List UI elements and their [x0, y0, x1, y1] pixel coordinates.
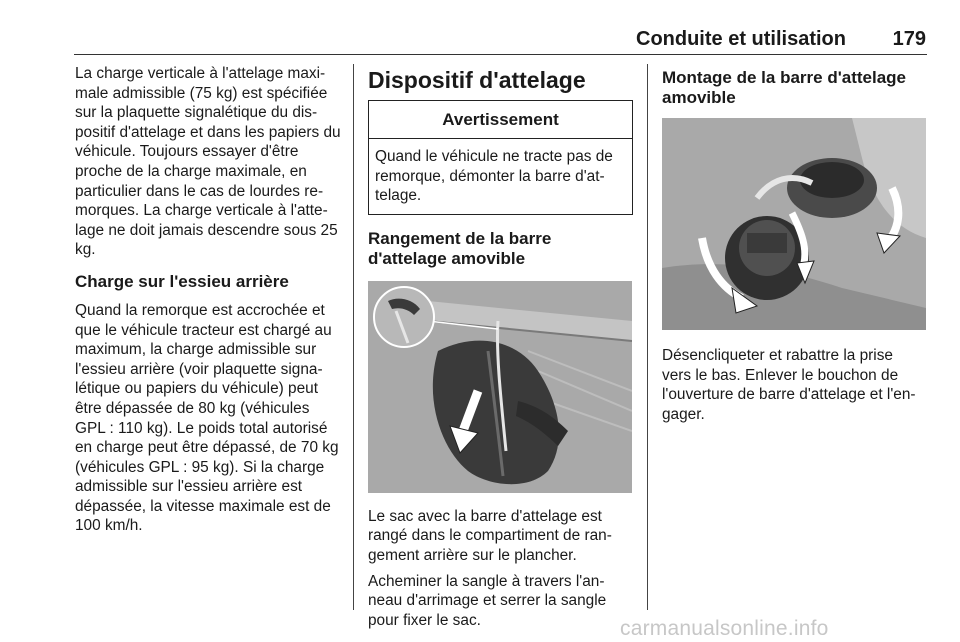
plug-cap-ridge — [747, 233, 787, 253]
rear-axle-heading: Charge sur l'essieu arrière — [75, 271, 289, 291]
header-divider — [74, 54, 927, 55]
tow-socket-illustration — [662, 118, 926, 330]
page-number: 179 — [892, 28, 926, 50]
right-column — [662, 64, 926, 424]
column-divider-right — [647, 64, 648, 610]
watermark: carmanualsonline.info — [620, 617, 829, 640]
warning-box — [368, 100, 633, 215]
warning-title: Avertissement — [369, 101, 632, 139]
section-title: Dispositif d'attelage — [368, 67, 586, 93]
column-divider-left — [353, 64, 354, 610]
storage-paragraph-2: Acheminer la sangle à travers l'an-neau d'arrimage et serrer la sangle pour fixer le sac. — [368, 572, 607, 629]
page-header-title: Conduite et utilisation — [636, 28, 846, 50]
left-column — [75, 64, 343, 536]
rear-axle-paragraph: Quand la remorque est accrochée et que le véhicule tracteur est chargé au maximum, la charge admissible sur l'essieu arrière (voir plaquette signa-létique ou papiers du véhicule) peut être dépassée de 80 kg (véhicules GPL : 110 kg). Le poids total autorisé en charge peut être dépassé, de 70 kg (véhicules GPL : 95 kg). Si la charge admissible sur l'essieu arrière est dépassée, la vitesse maximale est de 100 km/h. — [75, 301, 339, 535]
storage-paragraph-1: Le sac avec la barre d'attelage est rangé dans le compartiment de ran-gement arrière sur le plancher. — [368, 507, 612, 564]
tow-bar-bag-illustration — [368, 281, 632, 493]
mounting-paragraph: Désencliqueter et rabattre la prise vers le bas. Enlever le bouchon de l'ouverture de barre d'attelage et l'en-gager. — [662, 347, 916, 423]
mounting-heading: Montage de la barre d'attelage amovible — [662, 68, 906, 107]
tongue-load-paragraph: La charge verticale à l'attelage maxi-male admissible (75 kg) est spécifiée sur la plaquette signalétique du dis-positif d'attelage et dans les papiers du véhicule. Toujours essayer d'être proche de la charge maximale, en particulier dans le cas de lourdes re-morques. La charge verticale à l'atte-lage ne doit jamais descendre sous 25 kg. — [75, 65, 341, 259]
middle-column — [368, 64, 633, 630]
warning-text: Quand le véhicule ne tracte pas de remorque, démonter la barre d'at-telage. — [375, 148, 613, 205]
storage-heading: Rangement de la barre d'attelage amovible — [368, 228, 552, 268]
detail-inset — [374, 287, 434, 347]
